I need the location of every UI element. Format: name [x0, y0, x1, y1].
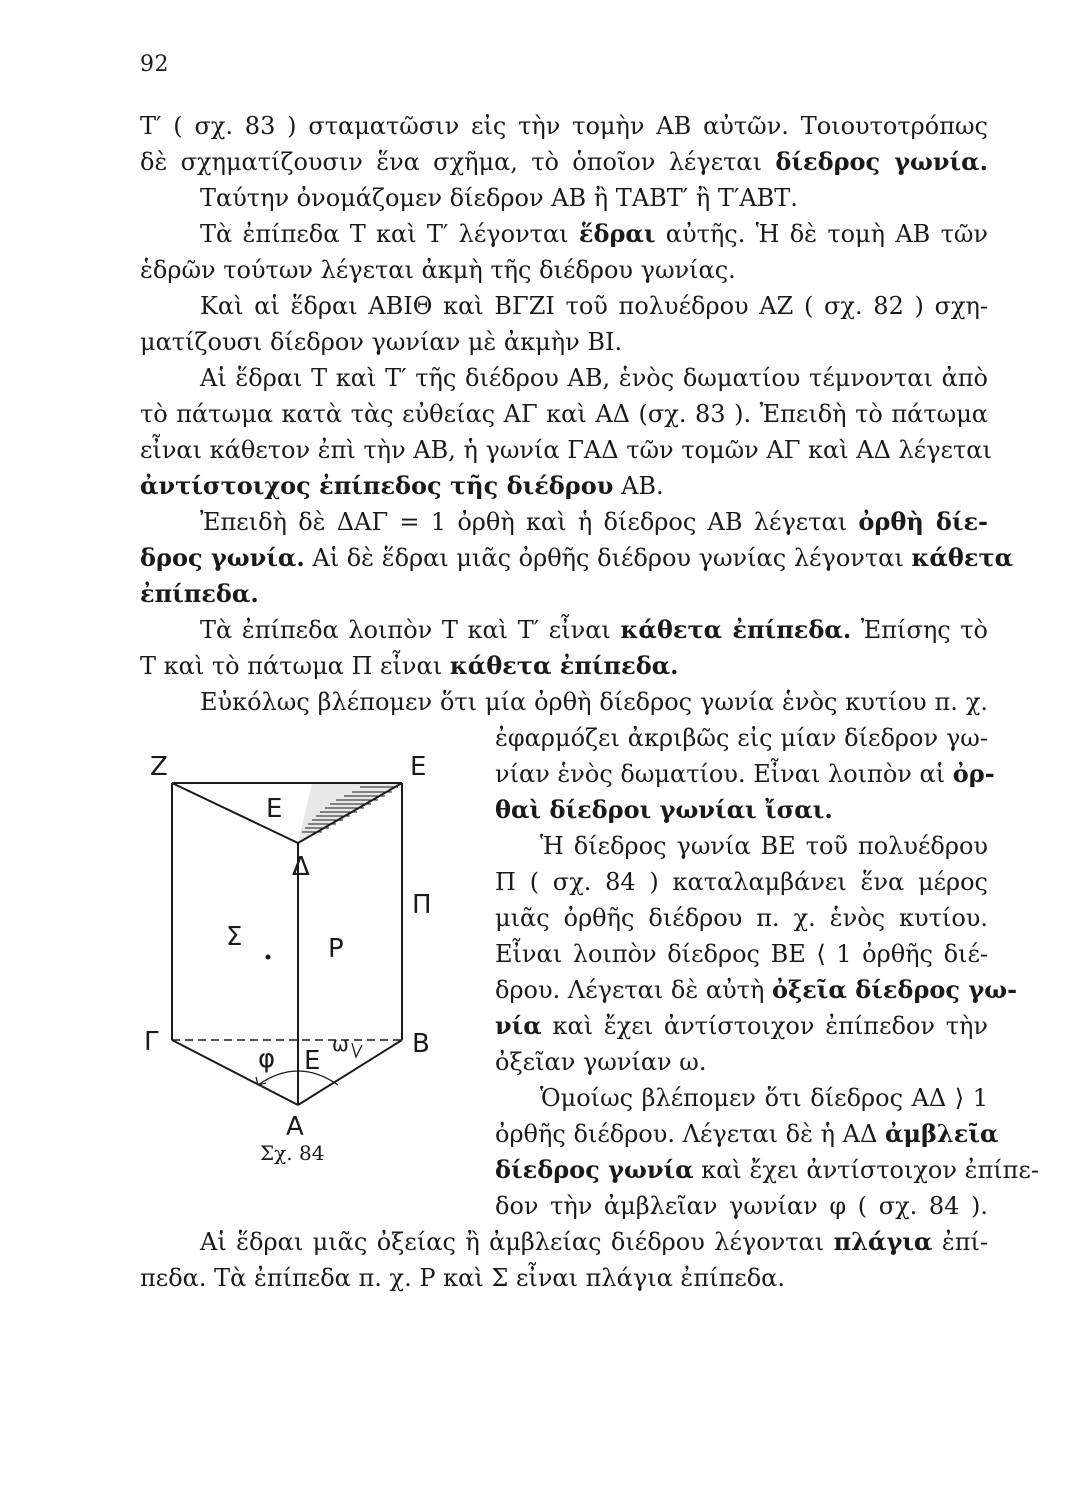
text-line: ματίζουσι δίεδρον γωνίαν μὲ ἀκμὴν ΒΙ. — [140, 328, 623, 356]
text-line: νίαν ἑνὸς δωματίου. Εἶναι λοιπὸν αἱ ὀρ- — [495, 759, 995, 788]
text-line: Ὁμοίως βλέπομεν ὅτι δίεδρος ΑΔ ⟩ 1 — [540, 1084, 988, 1112]
text-line: δὲ σχηματίζουσιν ἕνα σχῆμα, τὸ ὁποῖον λέγεται δίεδρος γωνία. — [140, 147, 988, 176]
text-line: εἶναι κάθετον ἐπὶ τὴν ΑΒ, ἡ γωνία ΓΑΔ τῶν τομῶν ΑΓ καὶ ΑΔ λέγεται — [140, 436, 992, 464]
text-line: πεδα. Τὰ ἐπίπεδα π. χ. Ρ καὶ Σ εἶναι πλάγια ἐπίπεδα. — [140, 1264, 785, 1292]
text-line: Τὰ ἐπίπεδα Τ καὶ Τ′ λέγονται ἕδραι αὐτῆς. Ἡ δὲ τομὴ ΑΒ τῶν — [200, 219, 989, 248]
label-e-bottom: Ε — [304, 1046, 321, 1076]
label-z: Z — [150, 752, 168, 782]
term-bold: ὀξεῖα δίεδρος γω- — [771, 975, 1018, 1004]
point-marker — [266, 955, 271, 960]
label-gamma: Γ — [144, 1027, 159, 1057]
term-bold: ἀντίστοιχος ἐπίπεδος τῆς διέδρου — [140, 471, 614, 500]
label-a: Α — [286, 1112, 304, 1142]
text-line: Ἐπειδὴ δὲ ΔΑΓ = 1 ὀρθὴ καὶ ἡ δίεδρος ΑΒ λέγεται ὀρθὴ δίε- — [200, 507, 988, 536]
label-rho: Ρ — [328, 934, 344, 964]
term-bold: νία — [495, 1011, 542, 1040]
text-line: Αἱ ἕδραι μιᾶς ὀξείας ἢ ἀμβλείας διέδρου λέγονται πλάγια ἐπί- — [200, 1227, 988, 1256]
text-line: Ταύτην ὀνομάζομεν δίεδρον ΑΒ ἢ ΤΑΒΤ′ ἢ Τ′ΑΒΤ. — [200, 184, 798, 212]
text-line: ὀξεῖαν γωνίαν ω. — [495, 1048, 707, 1076]
figure-caption: Σχ. 84 — [260, 1141, 325, 1165]
text-line: Τὰ ἐπίπεδα λοιπὸν Τ καὶ Τ′ εἶναι κάθετα ἐπίπεδα. Ἐπίσης τὸ — [200, 615, 988, 644]
text-line: ὀρθῆς διέδρου. Λέγεται δὲ ἡ ΑΔ ἀμβλεῖα — [495, 1119, 999, 1148]
label-delta: Δ — [292, 852, 310, 882]
figure-84 — [130, 745, 450, 1165]
text-line: δίεδρος γωνία καὶ ἔχει ἀντίστοιχον ἐπίπε- — [495, 1155, 1039, 1184]
term-bold: ἀμβλεῖα — [884, 1119, 999, 1148]
term-bold: ἕδραι — [578, 219, 656, 248]
term-bold: δίεδρος γωνία. — [775, 147, 988, 176]
text-line: Τ′ ( σχ. 83 ) σταματῶσιν εἰς τὴν τομὴν ΑΒ αὐτῶν. Τοιουτοτρόπως — [140, 112, 988, 140]
prism-edges — [172, 783, 402, 1105]
label-b: B — [412, 1029, 430, 1059]
label-e-face: Ε — [266, 794, 283, 824]
text-line — [140, 578, 988, 610]
label-sigma: Σ — [226, 922, 243, 952]
dihedral-figure — [130, 745, 450, 1165]
term-bold: ἐπίπεδα. — [140, 579, 259, 608]
term-bold: κάθετα ἐπίπεδα. — [449, 651, 679, 680]
term-bold: θαὶ δίεδροι γωνίαι ἴσαι. — [495, 795, 833, 824]
term-bold: κάθετα — [911, 543, 1014, 572]
page-number: 92 — [140, 52, 169, 77]
label-phi: φ — [258, 1044, 276, 1074]
text-line: Τ καὶ τὸ πάτωμα Π εἶναι κάθετα ἐπίπεδα. — [140, 651, 679, 680]
text-line: Αἱ ἕδραι Τ καὶ Τ′ τῆς διέδρου ΑΒ, ἑνὸς δωματίου τέμνονται ἀπὸ — [200, 364, 988, 392]
text-line: μιᾶς ὀρθῆς διέδρου π. χ. ἑνὸς κυτίου. — [495, 904, 988, 932]
term-bold: δρος γωνία. — [140, 543, 305, 572]
text-line: Π ( σχ. 84 ) καταλαμβάνει ἕνα μέρος — [495, 868, 988, 896]
term-bold: ὀρ- — [952, 759, 995, 788]
text-line: ἑδρῶν τούτων λέγεται ἀκμὴ τῆς διέδρου γωνίας. — [140, 256, 736, 284]
text-line: ἀντίστοιχος ἐπίπεδος τῆς διέδρου ΑΒ. — [140, 471, 664, 500]
text-line: νία καὶ ἔχει ἀντίστοιχον ἐπίπεδον τὴν — [495, 1011, 988, 1040]
term-bold: δίεδρος γωνία — [495, 1155, 694, 1184]
text-line: δον τὴν ἀμβλεῖαν γωνίαν φ ( σχ. 84 ). — [495, 1192, 988, 1220]
text-line: Εὐκόλως βλέπομεν ὅτι μία ὀρθὴ δίεδρος γωνία ἑνὸς κυτίου π. χ. — [200, 688, 988, 716]
term-bold: ὀρθὴ δίε- — [858, 507, 988, 536]
text-line: δρος γωνία. Αἱ δὲ ἕδραι μιᾶς ὀρθῆς διέδρου γωνίας λέγονται κάθετα — [140, 543, 1014, 572]
term-bold: πλάγια — [833, 1227, 933, 1256]
label-e-top: E — [410, 752, 427, 782]
text-line — [495, 794, 988, 826]
text-line: ἐφαρμόζει ἀκριβῶς εἰς μίαν δίεδρον γω- — [495, 724, 988, 752]
arrow-omega — [352, 1043, 362, 1057]
term-bold: κάθετα ἐπίπεδα. — [620, 615, 852, 644]
text-line: Εἶναι λοιπὸν δίεδρος ΒΕ ⟨ 1 ὀρθῆς διέ- — [495, 940, 988, 968]
label-pi: Π — [412, 890, 432, 920]
label-omega: ω — [332, 1032, 349, 1056]
text-line: δρου. Λέγεται δὲ αὐτὴ ὀξεῖα δίεδρος γω- — [495, 975, 1018, 1004]
text-line: Ἡ δίεδρος γωνία ΒΕ τοῦ πολυέδρου — [540, 832, 988, 860]
text-line: τὸ πάτωμα κατὰ τὰς εὐθείας ΑΓ καὶ ΑΔ (σχ. 83 ). Ἐπειδὴ τὸ πάτωμα — [140, 400, 988, 428]
text-line: Καὶ αἱ ἕδραι ΑΒΙΘ καὶ ΒΓΖΙ τοῦ πολυέδρου ΑΖ ( σχ. 82 ) σχη- — [200, 292, 988, 320]
